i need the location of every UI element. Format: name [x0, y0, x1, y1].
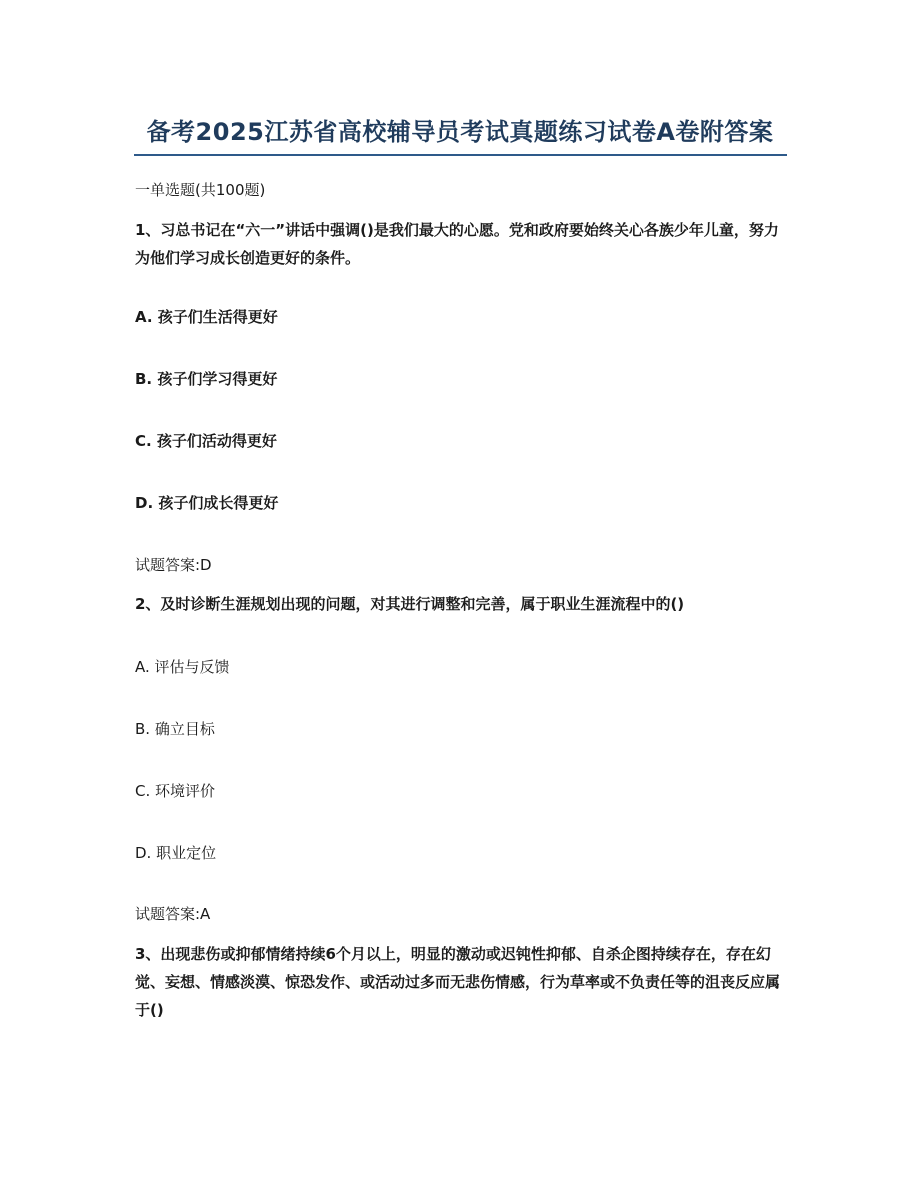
- question-1-option-c: C. 孩子们活动得更好: [135, 432, 277, 450]
- question-2-stem: 2、及时诊断生涯规划出现的问题，对其进行调整和完善，属于职业生涯流程中的(): [135, 595, 685, 613]
- question-3-stem: 3、出现悲伤或抑郁情绪持续6个月以上，明显的激动或迟钝性抑郁、自杀企图持续存在，存在幻觉、妄想、情感淡漠、惊恐发作、或活动过多而无悲伤情感，行为草率或不负责任等的沮丧反应属于(): [135, 945, 781, 1019]
- section-heading: 一单选题(共100题): [135, 181, 266, 199]
- question-1-option-a: A. 孩子们生活得更好: [135, 308, 278, 326]
- question-1-option-b: B. 孩子们学习得更好: [135, 370, 278, 388]
- question-2-answer: 试题答案:A: [135, 905, 211, 923]
- question-1-option-d: D. 孩子们成长得更好: [135, 494, 279, 512]
- question-2-option-c: C. 环境评价: [135, 782, 216, 800]
- question-2-option-b: B. 确立目标: [135, 720, 215, 738]
- title-underline: [134, 154, 787, 156]
- question-1-answer: 试题答案:D: [135, 556, 212, 574]
- document-title: 备考2025江苏省高校辅导员考试真题练习试卷A卷附答案: [146, 118, 774, 146]
- question-2-option-a: A. 评估与反馈: [135, 658, 230, 676]
- question-1-stem: 1、习总书记在“六一”讲话中强调()是我们最大的心愿。党和政府要始终关心各族少年儿童，努力为他们学习成长创造更好的条件。: [135, 221, 779, 267]
- question-2-option-d: D. 职业定位: [135, 844, 217, 862]
